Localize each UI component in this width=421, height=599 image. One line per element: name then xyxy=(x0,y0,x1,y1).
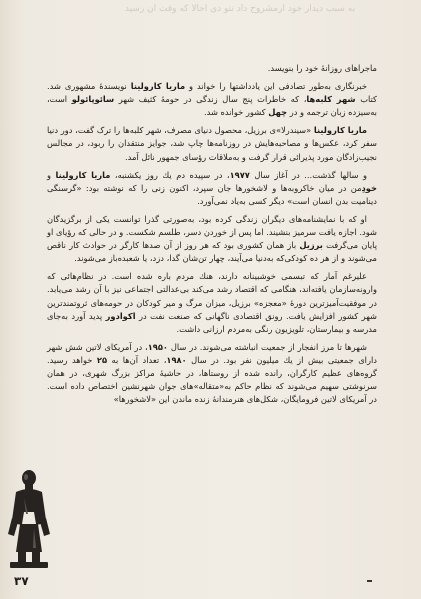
text-run: ، در سپیده دم یك روز یکشنبه، xyxy=(110,169,230,180)
bold-term: ۱۹۸۰ xyxy=(166,354,187,365)
footer-dash-mark xyxy=(367,580,372,582)
text-run: نویسندهٔ مشهوری شد. کتاب xyxy=(47,81,377,105)
paragraph xyxy=(47,270,377,335)
text-run: و سالها گذشت... در آغاز سال xyxy=(249,169,367,180)
text-run: کشور خوانده شد. xyxy=(203,107,269,118)
paragraph xyxy=(47,169,377,208)
bold-term: شهر کلبه‌ها xyxy=(306,94,356,105)
paragraph xyxy=(47,62,377,75)
paragraph xyxy=(47,213,377,265)
text-run: شهرها تا مرز انفجار از جمعیت انباشته می‌شوند. در سال xyxy=(167,341,367,352)
text-run: ، تعداد آن‌ها به xyxy=(107,354,167,365)
bold-term: ماریا کارولینا xyxy=(55,169,111,180)
text-run: خواهد رسید. گروه‌های عظیم کارگران، رانده شده از روستاها، در حاشیهٔ مراکز بزرگ شهری، در همان سرنوشتی سهیم می‌شوند که نظام حاکم به«متقاله»های جوان شهرنشین اختصاص داده است. در آمریکای لاتین فرومایگان، شکل‌های هنرمندانهٔ زنده ماندن این «لاشخورها» xyxy=(47,354,377,405)
bold-term: سائوپائولو xyxy=(71,94,115,105)
body-text xyxy=(47,62,377,411)
bold-term: ۱۹۷۷ xyxy=(229,169,250,180)
paragraph xyxy=(47,80,377,119)
bold-term: برزیل xyxy=(299,240,323,251)
text-run: او که با نمایشنامه‌های دیگران زندگی کرده بود، به‌صورتی گذرا توانست یکی از برگزیدگان شود. اجازه یافت سرمیز بنشیند. اما پس از خوردن دسر، طلسم شکست. و در حالی که رؤیای او پایان می‌گرفت xyxy=(47,213,378,251)
page-number: ۳۷ xyxy=(14,574,29,588)
bold-term: ۱۹۵۰ xyxy=(147,341,168,352)
sculpture-figure-illustration xyxy=(6,468,52,570)
bold-term: ماریا کارولینا xyxy=(313,125,367,136)
paragraph xyxy=(47,341,377,406)
text-run: و xyxy=(47,169,56,180)
paragraph xyxy=(47,124,377,163)
text-run: خبرنگاری به‌طور تصادفی این یادداشتها را خواند و xyxy=(185,81,368,92)
text-run: ، که خاطرات پنج سال زندگی در حومهٔ کثیف شهر xyxy=(114,94,307,105)
text-run: ، در آمریکای لاتین شش شهر دارای جمعیتی بیش از یك میلیون نفر بود. در سال xyxy=(47,341,377,365)
page-bleed-through: به سبب دیدار خود ارمشروح داد نتو دی احالا که وقت آن رسید xyxy=(124,4,356,14)
bold-term: خودِ xyxy=(361,182,377,193)
text-run: من در میان خاکروبه‌ها و لاشخورها جان سپرد، اکنون زنی را که نوشته بود: «گرسنگی دینامیت بدن انسان است» دیگر کسی به‌یاد نمی‌آورد. xyxy=(47,182,377,206)
text-run: علیرغم آمار که تبسمی خوشبینانه دارند، هنك مردم باره شده است. در نظام‌هائی که وارونه‌سازمان یافته‌اند، هنگامی که اقتصاد رشد می‌کند بی‌عدالتی اجتماعی نیز با آن رشد می‌یابد. در موفقیت‌آمیزترین دورهٔ «معجزه» برزیل، میزان مرگ و میر کودکان در حومه‌های ثروتمندترین شهر کشور افزایش یافت. رونق اقتصادی ناگهانی که صنعت نفت در xyxy=(47,271,377,321)
bold-term: چهل xyxy=(268,107,288,118)
bold-term: اکوادور xyxy=(105,310,136,321)
text-run: ماجراهای روزانهٔ خود را بنویسد. xyxy=(267,63,377,73)
text-run: «سیندرلا»ی برزیل، محصول دنیای مصرف، شهر کلبه‌ها را ترک گفت، دور دنیا سفر کرد، عکس‌ها و مصاحبه‌هایش در روزنامه‌ها چاپ شد، جوایز منتقدان را ربود، در مجالس نجیب‌زادگان مورد پذیرائی قرار گرفت و به‌ملاقات رؤسای جمهور نائل آمد. xyxy=(47,125,377,162)
bold-term: ماریا کارولینا xyxy=(130,81,186,92)
text-run: است، به‌سیزده زبان ترجمه و در xyxy=(47,94,377,118)
text-run: پدید آورد به‌جای مدرسه و بیمارستان، تلویزیون رنگی به‌مردم ارزانی داشت. xyxy=(47,310,377,334)
bold-term: ۲۵ xyxy=(96,354,108,365)
text-run: باز همان کشوری بود که هر روز از آن صدها کارگر در حوادث کار ناقص می‌شوند و از هر ده کودکی‌که به‌دنیا می‌آیند، چهار تن‌شان گدا، دزد، یا شعبده‌باز می‌شوند. xyxy=(47,240,377,264)
